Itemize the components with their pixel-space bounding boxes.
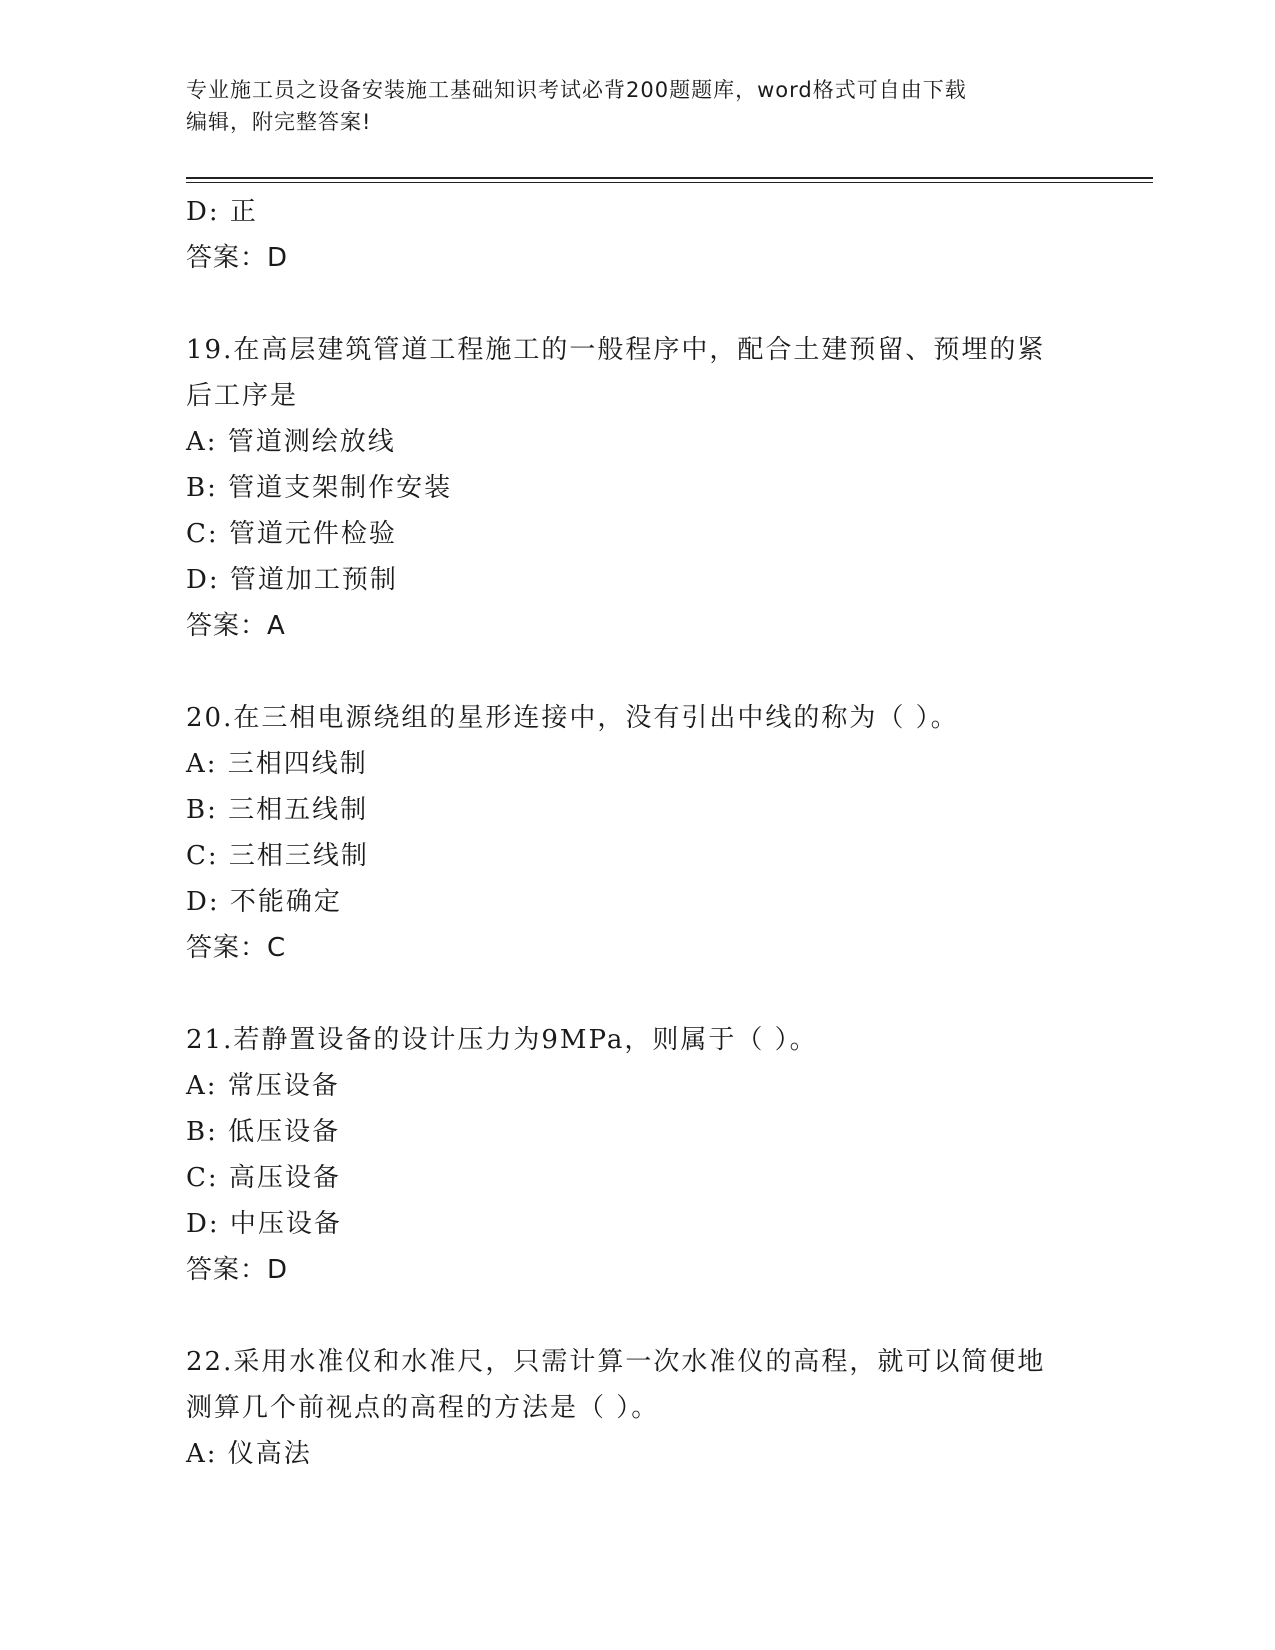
document-body [186,189,1086,1477]
option-b: B: 三相五线制 [186,795,369,825]
question-text: 后工序是 [186,381,299,411]
header-line-2: 编辑，附完整答案! [186,110,372,134]
spacer [186,1293,1086,1339]
option-c: C: 管道元件检验 [186,519,397,549]
question-text: 19.在高层建筑管道工程施工的一般程序中，配合土建预留、预埋的紧 [186,335,1046,365]
answer-line: 答案：D [186,1255,289,1285]
spacer [186,649,1086,695]
header-rule-thick [186,177,1153,179]
question-19 [186,327,1086,649]
option-a: A: 管道测绘放线 [186,427,396,457]
option-b: B: 低压设备 [186,1117,341,1147]
spacer [186,971,1086,1017]
option-a: A: 三相四线制 [186,749,368,779]
header-rule-thin [186,182,1153,183]
question-text: 21.若静置设备的设计压力为9MPa，则属于（ ）。 [186,1025,818,1055]
option-a: A: 仪高法 [186,1439,312,1469]
answer-line: 答案：D [186,243,289,273]
question-21 [186,1017,1086,1293]
document-header [186,74,1086,138]
header-line-1: 专业施工员之设备安装施工基础知识考试必背200题题库，word格式可自由下载 [186,78,967,102]
option-c: C: 三相三线制 [186,841,369,871]
option-b: B: 管道支架制作安装 [186,473,453,503]
question-text: 20.在三相电源绕组的星形连接中，没有引出中线的称为（ ）。 [186,703,959,733]
option-d: D: 中压设备 [186,1209,342,1239]
question-22 [186,1339,1086,1477]
answer-line: 答案：A [186,611,286,641]
spacer [186,281,1086,327]
option-d: D: 管道加工预制 [186,565,398,595]
answer-line: 答案：C [186,933,287,963]
question-20 [186,695,1086,971]
option-d: D: 正 [186,197,258,227]
option-d: D: 不能确定 [186,887,342,917]
option-c: C: 高压设备 [186,1163,341,1193]
question-text: 测算几个前视点的高程的方法是（ ）。 [186,1393,660,1423]
question-text: 22.采用水准仪和水准尺，只需计算一次水准仪的高程，就可以简便地 [186,1347,1046,1377]
option-a: A: 常压设备 [186,1071,340,1101]
